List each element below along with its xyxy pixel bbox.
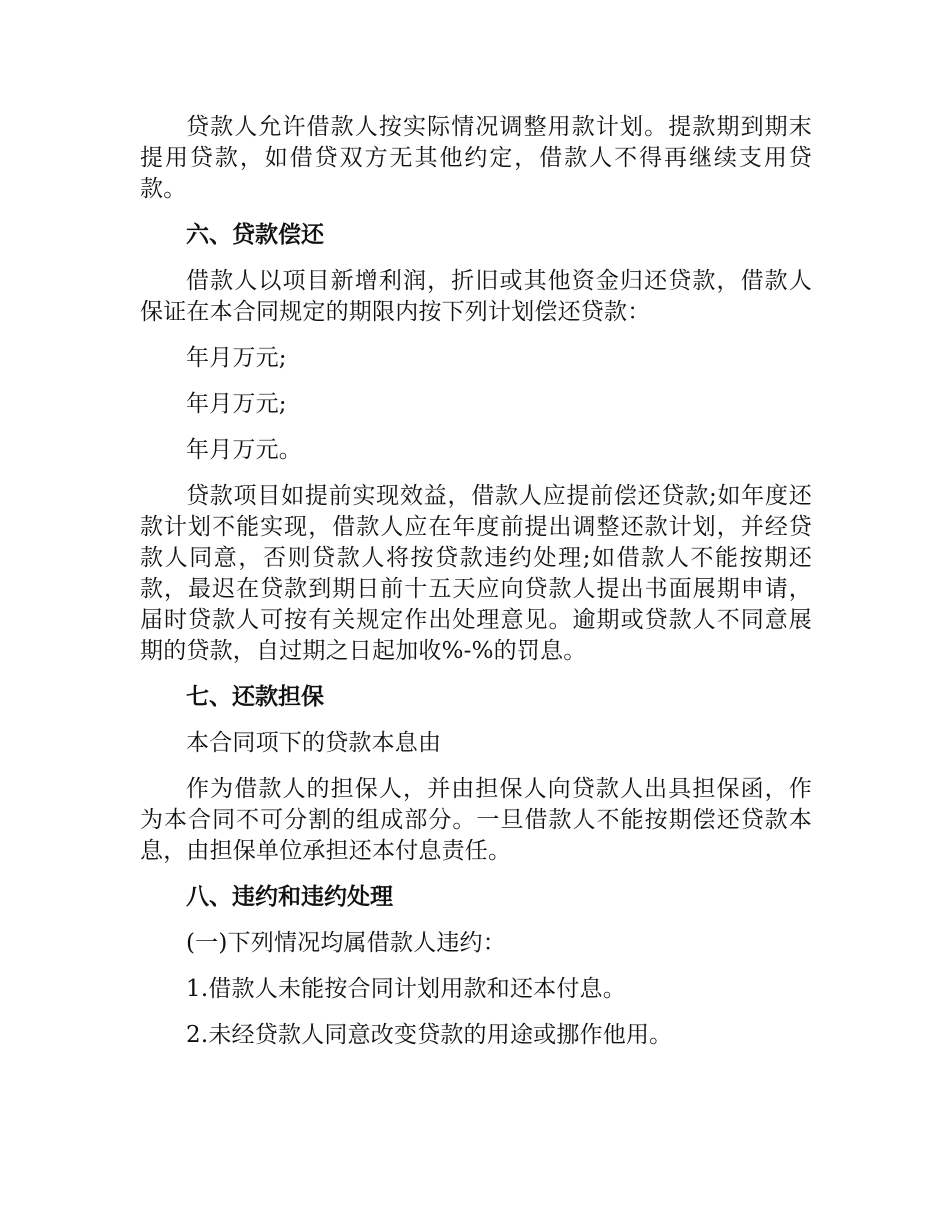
- default-list-item-1: 1.借款人未能按合同计划用款和还本付息。: [186, 976, 626, 1002]
- repayment-schedule-item-3: 年月万元。: [186, 437, 302, 463]
- section-heading-guarantee: 七、还款担保: [186, 684, 324, 710]
- paragraph-repayment-source: 借款人以项目新增利润，折旧或其他资金归还贷款，借款人保证在本合同规定的期限内按下列计划偿还贷款：: [140, 268, 812, 325]
- section-heading-repayment: 六、贷款偿还: [186, 222, 324, 248]
- repayment-schedule-item-1: 年月万元;: [186, 345, 287, 371]
- document-page: [140, 112, 812, 1051]
- paragraph-drawdown-plan: 贷款人允许借款人按实际情况调整用款计划。提款期到期末提用贷款，如借贷双方无其他约定，借款人不得再继续支用贷款。: [140, 114, 812, 202]
- repayment-schedule-item-2: 年月万元;: [186, 391, 287, 417]
- paragraph-default-list-intro: (一)下列情况均属借款人违约：: [186, 930, 506, 956]
- section-heading-default: 八、违约和违约处理: [186, 884, 393, 910]
- paragraph-early-repayment: 贷款项目如提前实现效益，借款人应提前偿还贷款;如年度还款计划不能实现，借款人应在年度前提出调整还款计划，并经贷款人同意，否则贷款人将按贷款违约处理;如借款人不能按期还款，最迟在贷款到期日前十五天应向贷款人提出书面展期申请，届时贷款人可按有关规定作出处理意见。逾期或贷款人不同意展期的贷款，自过期之日起加收%-%的罚息。: [140, 483, 812, 664]
- paragraph-guarantee-intro: 本合同项下的贷款本息由: [186, 730, 442, 756]
- paragraph-guarantor: 作为借款人的担保人，并由担保人向贷款人出具担保函，作为本合同不可分割的组成部分。一旦借款人不能按期偿还贷款本息，由担保单位承担还本付息责任。: [140, 776, 812, 864]
- default-list-item-2: 2.未经贷款人同意改变贷款的用途或挪作他用。: [186, 1022, 673, 1048]
